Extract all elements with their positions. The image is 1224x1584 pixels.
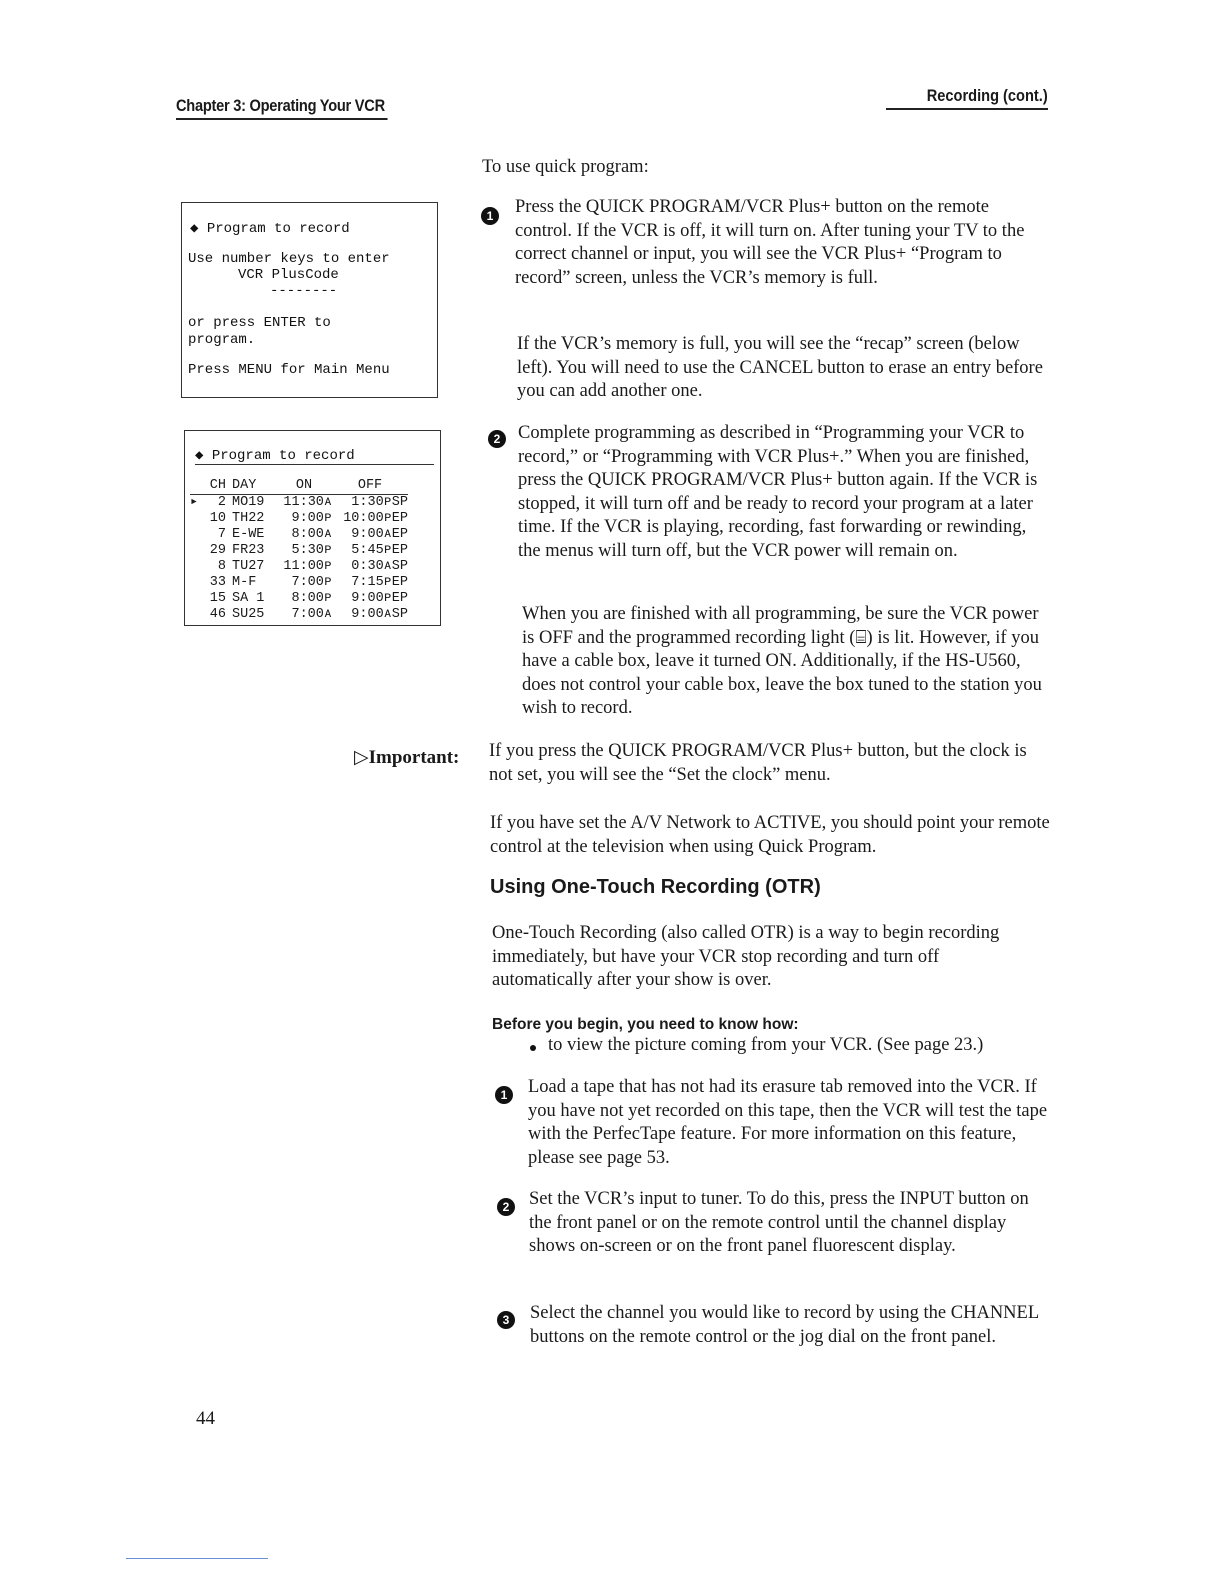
table-row: 8 TU27 11:00ᴘ 0:30ᴀSP bbox=[217, 559, 408, 574]
osd-line: or press ENTER to bbox=[188, 315, 331, 331]
col-header: OFF bbox=[357, 478, 383, 493]
step-number-icon: 1 bbox=[481, 207, 499, 225]
step-text: Press the QUICK PROGRAM/VCR Plus+ button on the remote control. If the VCR is off, it will turn on. After tuning your TV to the correct channel or input, you will see the VCR Plus+ “Program to record” screen, unless the VCR’s memory is full. bbox=[515, 197, 1025, 288]
step-text: Complete programming as described in “Programming your VCR to record,” or “Programming with VCR Plus+.” When you are finished, press the QUICK PROGRAM/VCR Plus+ button again. If the VCR is stopped, it will turn off and be ready to record your program at a later time. If the VCR is playing, recording, fast forwarding or rewinding, the menus will turn off, but the VCR power will remain on. bbox=[518, 423, 1038, 561]
important-text: If you press the QUICK PROGRAM/VCR Plus+ button, but the clock is not set, you will see the “Set the clock” menu. bbox=[489, 741, 1027, 785]
col-header: ON bbox=[295, 478, 313, 493]
section-heading: Using One-Touch Recording (OTR) bbox=[490, 876, 821, 898]
col-header: DAY bbox=[232, 478, 257, 493]
table-row: 7 E-WE 8:00ᴀ 9:00ᴀEP bbox=[217, 527, 408, 542]
recap-table bbox=[190, 478, 408, 623]
step-note: If the VCR’s memory is full, you will see the “recap” screen (below left). You will need to use the CANCEL button to erase an entry before you can add another one. bbox=[517, 334, 1043, 401]
step-number-icon: 3 bbox=[497, 1311, 515, 1329]
subheading: Before you begin, you need to know how: bbox=[492, 1016, 799, 1033]
table-row: 33 M-F 7:00ᴘ 7:15ᴘEP bbox=[209, 575, 408, 590]
table-row: 29 FR23 5:30ᴘ 5:45ᴘEP bbox=[209, 543, 408, 558]
step-text: Set the VCR’s input to tuner. To do this, press the INPUT button on the front panel or on the remote control until the channel display shows on-screen or on the front panel fluorescent display. bbox=[529, 1189, 1029, 1256]
otr-intro: One-Touch Recording (also called OTR) is a way to begin recording immediately, but have your VCR stop recording and turn off automatically after your show is over. bbox=[492, 923, 1000, 990]
osd-line: program. bbox=[188, 332, 256, 348]
table-row: 46 SU25 7:00ᴀ 9:00ᴀSP bbox=[209, 607, 408, 622]
chapter-header: Chapter 3: Operating Your VCR bbox=[176, 96, 388, 120]
step-text: Select the channel you would like to record by using the CHANNEL buttons on the remote control or the jog dial on the front panel. bbox=[530, 1303, 1039, 1347]
section-header: Recording (cont.) bbox=[886, 86, 1048, 110]
osd-dashes: -------- bbox=[270, 283, 338, 299]
important-text: If you have set the A/V Network to ACTIVE, you should point your remote control at the television when using Quick Program. bbox=[490, 813, 1050, 857]
bullet-text: to view the picture coming from your VCR. (See page 23.) bbox=[548, 1035, 984, 1055]
step-number-icon: 2 bbox=[497, 1198, 515, 1216]
important-label: ▷Important: bbox=[354, 747, 460, 768]
step-number-icon: 1 bbox=[495, 1086, 513, 1104]
osd-title: ◆ Program to record bbox=[190, 221, 350, 237]
osd-line: Press MENU for Main Menu bbox=[188, 362, 390, 378]
table-row: 10 TH22 9:00ᴘ 10:00ᴘEP bbox=[209, 511, 408, 526]
step-text: Load a tape that has not had its erasure tab removed into the VCR. If you have not yet recorded on this tape, then the VCR will test the tape with the PerfecTape feature. For more information on this feature, please see page 53. bbox=[528, 1077, 1048, 1168]
osd-program-to-record bbox=[181, 202, 438, 398]
col-header: CH bbox=[209, 478, 226, 493]
osd-line: VCR PlusCode bbox=[238, 267, 339, 283]
table-row: 15 SA 1 8:00ᴘ 9:00ᴘEP bbox=[209, 591, 408, 606]
bullet-icon bbox=[530, 1045, 536, 1051]
page-edge-line bbox=[126, 1558, 268, 1559]
step-number-icon: 2 bbox=[488, 430, 506, 448]
page-number: 44 bbox=[196, 1408, 215, 1429]
osd-line: Use number keys to enter bbox=[188, 251, 390, 267]
osd-title: ◆ Program to record bbox=[195, 448, 355, 464]
table-row: ▸ 2 MO19 11:30ᴀ 1:30ᴘSP bbox=[190, 495, 408, 510]
step-note: When you are finished with all programming, be sure the VCR power is OFF and the programmed recording light (⌸) is lit. However, if you have a cable box, leave it turned ON. Additionally, if the HS-U560, does not control your cable box, leave the box tuned to the station you wish to record. bbox=[522, 604, 1042, 718]
intro-text: To use quick program: bbox=[482, 157, 649, 177]
